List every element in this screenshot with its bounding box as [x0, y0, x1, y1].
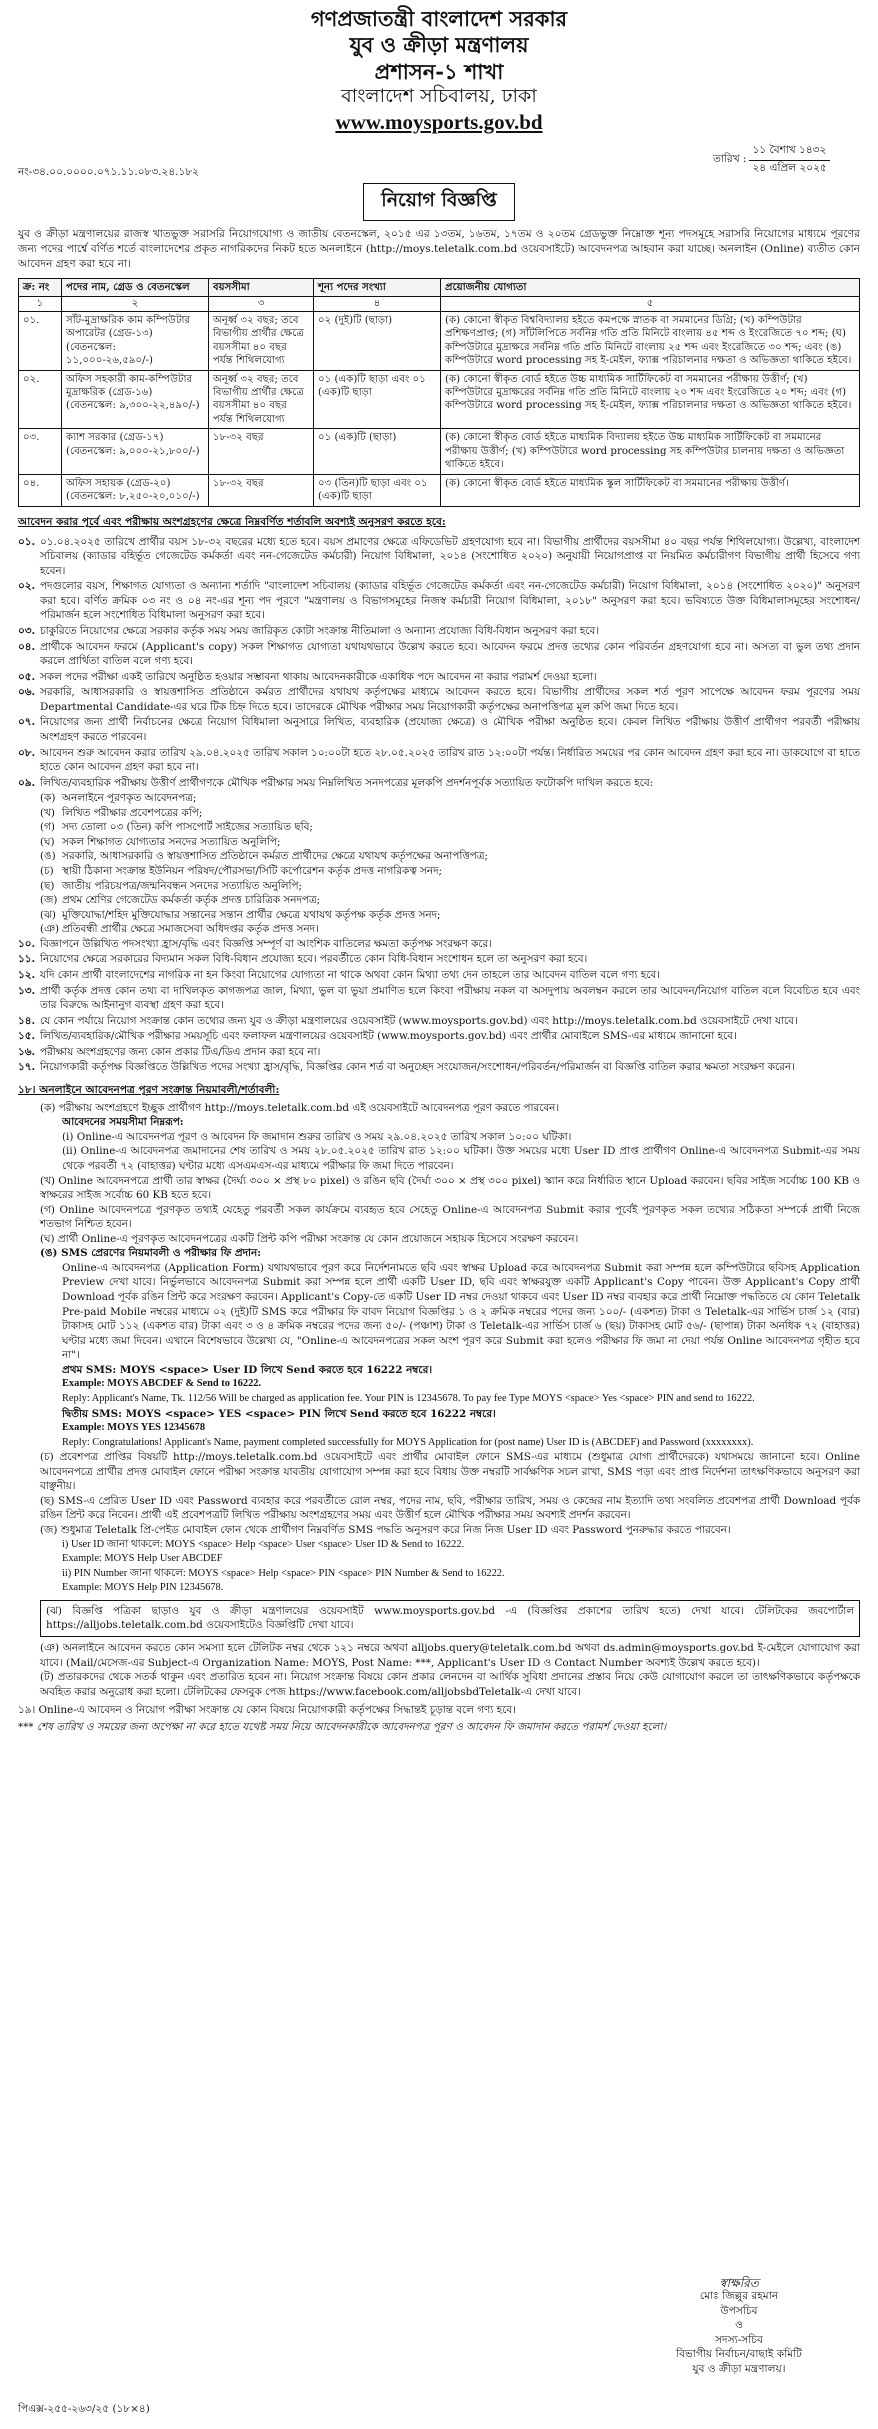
signatory-designation: উপসচিব	[720, 2304, 758, 2317]
print-code: পিএক্স-২৫৫-২৬৩/২৫ (১৮×৪)	[18, 2403, 150, 2415]
list-item	[18, 1045, 860, 1060]
sub-item-number: (ক)	[40, 792, 56, 805]
item-text: নিয়োগের ক্ষেত্রে সরকারের বিদ্যমান সকল বিধি-বিধান প্রযোজ্য হবে। পরবর্তীতে কোন বিধি-বিধান সংশোধন হলে তা অনুসরণ করা হবে।	[40, 953, 588, 966]
recover-pin: ii) PIN Number জানা থাকলে: MOYS <space> Help <space> PIN <space> PIN Number & Send to 16222.	[62, 1567, 505, 1579]
list-item	[18, 952, 860, 967]
item-text: পরীক্ষায় অংশগ্রহণের জন্য কোন প্রকার টিএ/ডিএ প্রদান করা হবে না।	[40, 1045, 321, 1058]
sms-instructions: Online-এ আবেদনপত্র (Application Form) যথাযথভাবে পূরণ করে নির্দেশনামতে ছবি এবং স্বাক্ষর Upload করে আবেদনপত্র Submit করা সম্পন্ন হলে কম্পিউটারে ছবিসহ Application Preview দেখা যাবে। নির্ভুলভাবে আবেদনপত্র Submit করা সম্পন্ন হলে প্রার্থী একটি User ID, ছবি এবং স্বাক্ষরযুক্ত একটি Applicant's Copy পাবেন। উক্ত Applicant's Copy প্রার্থী Download পূর্বক রঙিন প্রিন্ট করে সংরক্ষণ করবেন। Applicant's Copy-তে একটি User ID নম্বর দেওয়া থাকবে এবং User ID নম্বর ব্যবহার করে প্রার্থী নিম্নোক্ত পদ্ধতিতে যে কোন Teletalk Pre-paid Mobile নম্বরের মাধ্যমে ০২ (দুই)টি SMS করে পরীক্ষার ফি বাবদ নিয়োগ বিজ্ঞপ্তির ১ ও ২ ক্রমিক নম্বরের পদের জন্য ১০০/- (একশত) টাকা ও Teletalk-এর সার্ভিস চার্জ ১২ (বার) টাকাসহ মোট ১১২ (একশত বার) টাকা এবং ৩ ও ৪ ক্রমিক নম্বরের পদের জন্য ৫০/- (পঞ্চাশ) টাকা ও Teletalk-এর সার্ভিস চার্জ ৬ (ছয়) টাকাসহ মোট ৫৬/- (ছাপান্ন) টাকা অনধিক ৭২ (বাহাত্তর) ঘণ্টার মধ্যে জমা দিবেন। এখানে বিশেষভাবে উল্লেখ্য যে, "Online-এ আবেদনপত্রের সকল অংশ পূরণ করে Submit করা হলেও পরীক্ষার ফি জমা না দেয়া পর্যন্ত Online আবেদনপত্র গৃহীত হবে না"।	[62, 1261, 860, 1362]
item-number: ০৪.	[18, 640, 36, 653]
item-text: যে কোন পর্যায়ে নিয়োগ সংক্রান্ত কোন তথ্যের জন্য যুব ও ক্রীড়া মন্ত্রণালয়ের ওয়েবসাইট (www.moysports.gov.bd) এবং http://moys.teletalk.com.bd ওয়েবসাইটে দেখা যাবে।	[40, 1014, 798, 1027]
cell-sl: ০৪.	[19, 474, 62, 506]
item-number: ১৫.	[18, 1030, 36, 1043]
item-text: সরকারি, আধাসরকারি ও স্বায়ত্তশাসিত প্রতিষ্ঠানে কর্মরত প্রার্থীদের যথাযথ কর্তৃপক্ষের মাধ্যমে আবেদন করতে হবে। বিভাগীয় প্রার্থীদের সকল শর্ত পূরণ সাপেক্ষে আবেদন ফরম পূরণের সময় Departmental Candidate-এর ঘরে টিক চিহ্ন দিতে হবে। তাদেরকে মৌখিক পরীক্ষার সময় নিয়োগকারী কর্তৃপক্ষের অনাপত্তিপত্র মূল কপি জমা দিতে হবে।	[40, 686, 860, 713]
sub-item-text: মুক্তিযোদ্ধা/শহিদ মুক্তিযোদ্ধার সন্তানের সন্তান প্রার্থীর ক্ষেত্রে যথাযথ কর্তৃপক্ষ কর্তৃক প্রদত্ত সনদ;	[62, 908, 441, 921]
item-text: যদি কোন প্রার্থী বাংলাদেশের নাগরিক না হন কিংবা নিয়োগের যোগ্যতা না থাকে অথবা কোন মিথ্যা তথ্য দেন তাহলে তার আবেদন বাতিল বলে গণ্য হবে।	[40, 968, 660, 981]
first-sms-reply: Reply: Applicant's Name, Tk. 112/56 Will be charged as application fee. Your PIN is 12345678. To pay fee Type MOYS <space> Yes <space> PIN and send to 16222.	[62, 1392, 755, 1404]
advisory-note: *** শেষ তারিখ ও সময়ের জন্য অপেক্ষা না করে হাতে যথেষ্ট সময় নিয়ে আবেদনকারীকে আবেদনপত্র পূরণ ও আবেদন ফি জমাদান করতে পরামর্শ দেওয়া হলো।	[18, 1720, 667, 1733]
item-number: ০৯.	[18, 776, 36, 789]
memo-number: নং-৩৪.০০.০০০০.০৭১.১১.০৮৩.২৪.১৮২	[18, 165, 199, 178]
list-item	[18, 715, 860, 744]
sub-item	[18, 864, 860, 879]
conditions-list	[18, 535, 860, 1075]
item-text: সকল পদের পরীক্ষা একই তারিখে অনুষ্ঠিত হওয়ার সম্ভাবনা থাকায় আবেদনকারীকে একাধিক পদে আবেদন না করার পরামর্শ দেওয়া হলো।	[40, 670, 597, 683]
sub-item	[18, 849, 860, 864]
cell-sl: ০১.	[19, 311, 62, 370]
second-sms-example: Example: MOYS YES 12345678	[62, 1422, 206, 1434]
conditions-heading: আবেদন করার পূর্বে এবং পরীক্ষায় অংশগ্রহণের ক্ষেত্রে নিম্নবর্ণিত শর্তাবলি অবশ্যই অনুসরণ করতে হবে:	[18, 515, 446, 528]
cell-post: ক্যাশ সরকার (গ্রেড-১৭) (বেতনস্কেল: ৯,০০০-২১,৮০০/-)	[62, 429, 209, 474]
sub-item-number: (ছ)	[40, 879, 55, 892]
office-address: বাংলাদেশ সচিবালয়, ঢাকা	[341, 84, 537, 107]
item-text: চাকুরিতে নিয়োগের ক্ষেত্রে সরকার কর্তৃক সময় সময় জারিকৃত কোটা সংক্রান্ত নীতিমালা ও অন্যান্য প্রযোজ্য বিধি-বিধান অনুসরণ করা হবে।	[40, 625, 600, 638]
item-number: ১৩.	[18, 984, 36, 997]
item-text: বিজ্ঞাপনে উল্লিখিত পদসংখ্যা হ্রাস/বৃদ্ধি এবং বিজ্ঞপ্তি সম্পূর্ণ বা আংশিক বাতিলের ক্ষমতা কর্তৃপক্ষ সংরক্ষণ করে।	[40, 937, 492, 950]
sub-item-number: (ঝ)	[40, 908, 56, 921]
ministry-name: যুব ও ক্রীড়া মন্ত্রণালয়	[349, 32, 529, 58]
signatory-name: মোঃ জিল্লুর রহমান	[699, 2290, 779, 2302]
date-block	[710, 143, 860, 178]
col-index: ৫	[441, 297, 860, 311]
item-number: ০৮.	[18, 746, 36, 759]
sub-item	[18, 922, 860, 937]
date-english: ২৪ এপ্রিল ২০২৫	[752, 161, 827, 174]
cell-qualification: (ক) কোনো স্বীকৃত বোর্ড হইতে উচ্চ মাধ্যমিক সার্টিফিকেট বা সমমানের পরীক্ষায় উত্তীর্ণ; (খ) কম্পিউটারে মুদ্রাক্ষরের সর্বনিম্ন গতি প্রতি মিনিটে বাংলায় ২০ শব্দ এবং ইংরেজিতে ২০ শব্দ; এবং (গ) কম্পিউটারে word processing সহ ই-মেইল, ফ্যাক্স পরিচালনার দক্ষতা ও অভিজ্ঞতা থাকিতে হইবে।	[441, 370, 860, 429]
cell-age: অনূর্ধ্ব ৩২ বছর; তবে বিভাগীয় প্রার্থীর ক্ষেত্রে বয়সসীমা ৪০ বছর পর্যন্ত শিথিলযোগ্য	[209, 370, 314, 429]
sub-item-text: অনলাইনে পূরণকৃত আবেদনপত্র;	[62, 792, 197, 805]
notice-box: (ঝ) বিজ্ঞপ্তি পত্রিকা ছাড়াও যুব ও ক্রীড়া মন্ত্রণালয়ের ওয়েবসাইট www.moysports.gov.bd -এ (বিজ্ঞপ্তির প্রকাশের তারিখ হতে) দেখা যাবে। টেলিটকের জবপোর্টাল https://alljobs.teletalk.com.bd ওয়েবসাইটেও বিজ্ঞপ্তিটি দেখা যাবে।	[40, 1600, 860, 1637]
online-item: (গ) Online আবেদনপত্রে পূরণকৃত তথ্যই যেহেতু পরবর্তী সকল কার্যক্রমে ব্যবহৃত হবে সেহেতু Online-এ আবেদনপত্র Submit করার পূর্বেই পূরণকৃত সকল তথ্যের সঠিকতা সম্পর্কে প্রার্থী নিজে শতভাগ নিশ্চিত হবেন।	[40, 1203, 860, 1231]
second-sms: দ্বিতীয় SMS: MOYS <space> YES <space> PIN লিখে Send করতে হবে 16222 নম্বরে।	[62, 1407, 496, 1420]
online-item: (ঞ) অনলাইনে আবেদন করতে কোন সমস্যা হলে টেলিটক নম্বর থেকে ১২১ নম্বরে অথবা alljobs.query@teletalk.com.bd অথবা ds.admin@moysports.gov.bd ই-মেইলে যোগাযোগ করা যাবে। (Mail/মেসেজ-এর Subject-এ Organization Name: MOYS, Post Name: ***, Applicant's User ID ও Contact Number অবশ্যই উল্লেখ করতে হবে)।	[40, 1641, 860, 1669]
recover-pin-example: Example: MOYS Help PIN 12345678.	[62, 1582, 224, 1594]
col-index: ৪	[314, 297, 441, 311]
first-sms-example: Example: MOYS ABCDEF & Send to 16222.	[62, 1378, 262, 1390]
cell-post: অফিস সহকারী কাম-কম্পিউটার মুদ্রাক্ষরিক (গ্রেড-১৬) (বেতনস্কেল: ৯,৩০০-২২,৪৯০/-)	[62, 370, 209, 429]
sub-item-text: লিখিত পরীক্ষার প্রবেশপত্রের কপি;	[62, 806, 203, 819]
item-number: ০৩.	[18, 625, 36, 638]
item-text: প্রার্থী কর্তৃক প্রদত্ত কোন তথ্য বা দাখিলকৃত কাগজপত্র জাল, মিথ্যা, ভুল বা ভুয়া প্রমাণিত হলে কিংবা পরীক্ষায় নকল বা অসদুপায় অবলম্বন করলে তার আবেদন/নিয়োগ বাতিল বলে বিবেচিত হবে এবং তার বিরুদ্ধে আইনানুগ ব্যবস্থা গ্রহণ করা হবে।	[40, 984, 860, 1012]
list-item	[18, 1060, 860, 1075]
sub-item	[18, 893, 860, 908]
online-item: (খ) Online আবেদনপত্রে প্রার্থী তার স্বাক্ষর (দৈর্ঘ্য ৩০০ × প্রস্থ ৮০ pixel) ও রঙিন ছবি (দৈর্ঘ্য ৩০০ × প্রস্থ ৩০০ pixel) স্ক্যান করে নির্ধারিত স্থানে Upload করবেন। ছবির সাইজ সর্বোচ্চ 100 KB ও স্বাক্ষরের সাইজ সর্বোচ্চ 60 KB হতে হবে।	[40, 1174, 860, 1202]
online-item: (ক) পরীক্ষায় অংশগ্রহণে ইচ্ছুক প্রার্থীগণ http://moys.teletalk.com.bd এই ওয়েবসাইটে আবেদনপত্র পূরণ করতে পারবেন।	[40, 1101, 560, 1114]
item-text: ০১.০৪.২০২৫ তারিখে প্রার্থীর বয়স ১৮-৩২ বছরের মধ্যে হতে হবে। বয়স প্রমাণের ক্ষেত্রে এফিডেভিট গ্রহণযোগ্য হবে না। বিভাগীয় প্রার্থীদের বয়সসীমা ৪০ বছর পর্যন্ত শিথিলযোগ্য। উল্লেখ্য, বাংলাদেশ সচিবালয় (ক্যাডার বহির্ভূত গেজেটেড কর্মকর্তা এবং নন-গেজেটেড কর্মচারী) নিয়োগ বিধিমালা, ২০১৪ (সংশোধিত ২০২০) অনুযায়ী নিয়োগপ্রাপ্ত বা নিয়মিত কর্মচারীগণ বিভাগীয় প্রার্থী হিসেবে গণ্য হবেন।	[40, 535, 860, 577]
item-number: ০১.	[18, 535, 36, 548]
item-number: ০৭.	[18, 716, 36, 729]
item-number: ১৭.	[18, 1061, 36, 1074]
list-item	[18, 776, 860, 791]
item-text: প্রার্থীকে আবেদন ফরমে (Applicant's copy) সকল শিক্ষাগত যোগ্যতা যথাযথভাবে উল্লেখ করতে হবে। আবেদন ফরমে প্রদত্ত তথ্যের কোন পরিবর্তন গ্রহণযোগ্য হবে না। অসত্য বা ভুল তথ্য প্রদান করলে প্রার্থিতা বাতিল বলে গণ্য হবে।	[40, 640, 860, 668]
online-item: (ছ) SMS-এ প্রেরিত User ID এবং Password ব্যবহার করে পরবর্তীতে রোল নম্বর, পদের নাম, ছবি, পরীক্ষার তারিখ, সময় ও কেন্দ্রের নাম ইত্যাদি তথ্য সংবলিত প্রবেশপত্র প্রার্থী Download পূর্বক রঙিন প্রিন্ট করে নিবেন। প্রার্থী এই প্রবেশপত্রটি লিখিত পরীক্ষায় অংশগ্রহণের সময় এবং উত্তীর্ণ হলে মৌখিক পরীক্ষার সময় অবশ্যই প্রদর্শন করবেন।	[40, 1494, 860, 1522]
section-name: প্রশাসন-১ শাখা	[374, 58, 504, 84]
col-index: ১	[19, 297, 62, 311]
cell-age: ১৮-৩২ বছর	[209, 429, 314, 474]
list-item	[18, 968, 860, 983]
item-number: ১২.	[18, 968, 36, 981]
cell-age: ১৮-৩২ বছর	[209, 474, 314, 506]
item-number: ১৪.	[18, 1014, 36, 1027]
recover-user-id-example: Example: MOYS Help User ABCDEF	[62, 1553, 223, 1565]
cell-qualification: (ক) কোনো স্বীকৃত বোর্ড হইতে মাধ্যমিক বিদ্যালয় হইতে উচ্চ মাধ্যমিক সার্টিফিকেট বা সমমানের পরীক্ষায় উত্তীর্ণ; (খ) কম্পিউটারে word processing সহ কম্পিউটার চালনায় দক্ষতা ও অভিজ্ঞতা থাকিতে হইবে।	[441, 429, 860, 474]
col-index: ২	[62, 297, 209, 311]
item-number: ০২.	[18, 580, 36, 593]
table-row	[19, 370, 860, 429]
online-item: (জ) শুধুমাত্র Teletalk প্রি-পেইড মোবাইল ফোন থেকে প্রার্থীগণ নিম্নবর্ণিত SMS পদ্ধতি অনুসরণ করে নিজ নিজ User ID এবং Password পুনরুদ্ধার করতে পারবেন।	[40, 1524, 731, 1537]
item-number: ১৬.	[18, 1045, 36, 1058]
sub-item-number: (ঘ)	[40, 835, 55, 848]
notice-title: নিয়োগ বিজ্ঞপ্তি	[363, 183, 515, 221]
cell-vacancy: ০১ (এক)টি (ছাড়া)	[314, 429, 441, 474]
col-header-qualification: প্রয়োজনীয় যোগ্যতা	[441, 278, 860, 296]
signature-block	[624, 2275, 854, 2377]
schedule-start: (i) Online-এ আবেদনপত্র পূরণ ও আবেদন ফি জমাদান শুরুর তারিখ ও সময় ২৯.০৪.২০২৫ তারিখ সকাল ১০:০০ ঘটিকা।	[62, 1130, 572, 1143]
item-text: আবেদন শুরু আবেদন করার তারিখ ২৯.০৪.২০২৫ তারিখ সকাল ১০:০০টা হতে ২৮.০৫.২০২৫ তারিখ রাত ১২:০০টা পর্যন্ত। নির্ধারিত সময়ের পর কোন আবেদন গ্রহণ করা হবে না। ডাকযোগে বা হাতে হাতে কোন আবেদন গ্রহণ করা হবে না।	[40, 746, 860, 774]
sub-item-number: (ঞ)	[40, 923, 60, 936]
item-number: ১০.	[18, 937, 36, 950]
sub-item-text: প্রতিবন্ধী প্রার্থীর ক্ষেত্রে সমাজসেবা অধিদপ্তর কর্তৃক প্রদত্ত সনদ।	[62, 923, 319, 936]
date-label: তারিখ :	[713, 152, 747, 165]
sub-item-text: জাতীয় পরিচয়পত্র/জন্মনিবন্ধন সনদের সত্যায়িত অনুলিপি;	[62, 879, 303, 892]
signatory-designation: সদস্য-সচিব	[715, 2333, 763, 2346]
list-item	[18, 984, 860, 1013]
cell-sl: ০৩.	[19, 429, 62, 474]
sms-title: (ঙ) SMS প্রেরণের নিয়মাবলী ও পরীক্ষার ফি প্রদান:	[40, 1247, 262, 1260]
sub-item-number: (ঙ)	[40, 850, 56, 863]
letterhead	[18, 6, 860, 135]
sub-item-text: সকল শিক্ষাগত যোগ্যতার সনদের সত্যায়িত অনুলিপি;	[62, 835, 281, 848]
schedule-title: আবেদনের সময়সীমা নিম্নরূপ:	[62, 1116, 184, 1129]
item-number: ০৬.	[18, 686, 36, 699]
cell-sl: ০২.	[19, 370, 62, 429]
signatory-designation: ও	[735, 2319, 743, 2332]
item-number: ১১.	[18, 953, 36, 966]
cell-post: সাঁট-মুদ্রাক্ষরিক কাম কম্পিউটার অপারেটর (গ্রেড-১৩) (বেতনস্কেল: ১১,০০০-২৬,৫৯০/-)	[62, 311, 209, 370]
sub-item	[18, 908, 860, 923]
online-item: (ট) প্রতারকদের থেকে সতর্ক থাকুন এবং প্রতারিত হবেন না। নিয়োগ সংক্রান্ত বিষয়ে কোন প্রকার লেনদেন বা আর্থিক সুবিধা প্রদানের প্রস্তাব নিয়ে কেউ যোগাযোগ করলে তা তাৎক্ষণিকভাবে কর্তৃপক্ষকে অবহিত করার অনুরোধ করা হলো। টেলিটকের ফেসবুক পেজ https://www.facebook.com/alljobsbdTeletalk-এ দেখা যাবে।	[40, 1671, 860, 1698]
sub-item-text: সরকারি, আধাসরকারি ও স্বায়ত্তশাসিত প্রতিষ্ঠানে কর্মরত প্রার্থীদের ক্ষেত্রে যথাযথ কর্তৃপক্ষের অনাপত্তিপত্র;	[62, 850, 488, 863]
col-header-post: পদের নাম, গ্রেড ও বেতনস্কেল	[62, 278, 209, 296]
final-rule: ১৯। Online-এ আবেদন ও নিয়োগ পরীক্ষা সংক্রান্ত যে কোন বিষয়ে নিয়োগকারী কর্তৃপক্ষের সিদ্ধান্তই চূড়ান্ত বলে গণ্য হবে।	[18, 1704, 516, 1717]
online-item: (ঘ) প্রার্থী Online-এ পূরণকৃত আবেদনপত্রের একটি প্রিন্ট কপি পরীক্ষা সংক্রান্ত যে কোন প্রয়োজনে সহায়ক হিসেবে সংরক্ষণ করবেন।	[40, 1232, 579, 1245]
website-link[interactable]: www.moysports.gov.bd	[335, 109, 543, 134]
cell-vacancy: ০২ (দুই)টি (ছাড়া)	[314, 311, 441, 370]
notice-page	[18, 6, 860, 1734]
sub-item-number: (খ)	[40, 806, 55, 819]
sub-item-number: (গ)	[40, 821, 55, 834]
sub-item	[18, 806, 860, 821]
first-sms: প্রথম SMS: MOYS <space> User ID লিখে Send করতে হবে 16222 নম্বরে।	[62, 1363, 433, 1376]
list-item	[18, 685, 860, 714]
list-item	[18, 1014, 860, 1029]
sub-item-number: (চ)	[40, 865, 54, 878]
item-text: পদগুলোর বয়স, শিক্ষাগত যোগ্যতা ও অন্যান্য শর্তাদি "বাংলাদেশ সচিবালয় (ক্যাডার বহির্ভূত গেজেটেড কর্মকর্তা এবং নন-গেজেটেড কর্মচারী) নিয়োগ বিধিমালা, ২০১৪ (সংশোধিত ২০২০)" অনুসরণ করা হবে। বর্ণিত ক্রমিক ০৩ নং ও ০৪ নং-এর শূন্য পদ পূরণে "মন্ত্রণালয় ও বিভাগসমূহের নিজস্ব কর্মচারী নিয়োগ বিধিমালা, ২০১৮" অনুসরণ করা হবে। ভবিষ্যতে উক্ত বিধিমালাসমূহের সংশোধন/পরিমার্জন হলে সংশোধিত বিধিমালা অনুসরণ করা হবে।	[40, 580, 860, 622]
sub-item-text: প্রথম শ্রেণির গেজেটেড কর্মকর্তা কর্তৃক প্রদত্ত চারিত্রিক সনদপত্র;	[62, 894, 321, 907]
list-item	[18, 746, 860, 775]
sub-item	[18, 791, 860, 806]
cell-age: অনূর্ধ্ব ৩২ বছর; তবে বিভাগীয় প্রার্থীর ক্ষেত্রে বয়সসীমা ৪০ বছর পর্যন্ত শিথিলযোগ্য	[209, 311, 314, 370]
list-item	[18, 624, 860, 639]
col-header-vacancy: শূন্য পদের সংখ্যা	[314, 278, 441, 296]
vacancy-table	[18, 278, 860, 507]
sub-item-number: (জ)	[40, 894, 58, 907]
item-text: নিয়োগের জন্য প্রার্থী নির্বাচনের ক্ষেত্রে নিয়োগ বিধিমালা অনুসারে লিখিত, ব্যবহারিক (প্রযোজ্য ক্ষেত্রে) ও মৌখিক পরীক্ষা অনুষ্ঠিত হবে। কেবল লিখিত পরীক্ষায় উত্তীর্ণ প্রার্থীগণ পরবর্তী পরীক্ষায় অংশগ্রহণ করতে পারবেন।	[40, 716, 860, 743]
item-number: ০৫.	[18, 670, 36, 683]
recover-user-id: i) User ID জানা থাকলে: MOYS <space> Help <space> User <space> User ID & Send to 16222.	[62, 1538, 465, 1550]
item-text: লিখিত/ব্যবহারিক/মৌখিক পরীক্ষার সময়সূচি এবং ফলাফল মন্ত্রণালয়ের ওয়েবসাইট (www.moysports.gov.bd) এবং প্রার্থীর মোবাইলে SMS-এর মাধ্যমে জানানো হবে।	[40, 1030, 737, 1043]
second-sms-reply: Reply: Congratulations! Applicant's Name, payment completed successfully for MOYS Application for (post name) User ID is (ABCDEF) and Password (xxxxxxxx).	[62, 1436, 754, 1448]
sub-item-text: সদ্য তোলা ০৩ (তিন) কপি পাসপোর্ট সাইজের সত্যায়িত ছবি;	[62, 821, 313, 834]
sub-item	[18, 820, 860, 835]
sub-item	[18, 879, 860, 894]
list-item	[18, 1029, 860, 1044]
date-bengali: ১১ বৈশাখ ১৪৩২	[749, 143, 829, 161]
list-item	[18, 579, 860, 623]
list-item	[18, 670, 860, 685]
schedule-end: (ii) Online-এ আবেদনপত্র জমাদানের শেষ তারিখ ও সময় ২৮.০৫.২০২৫ তারিখ রাত ১২:০০ ঘটিকা। উক্ত সময়ের মধ্যে User ID প্রাপ্ত প্রার্থীগণ Online-এ আবেদনপত্র Submit-এর সময় থেকে পরবর্তী ৭২ (বাহাত্তর) ঘণ্টার মধ্যে এসএমএস-এর মাধ্যমে পরীক্ষার ফি জমা দিতে পারবেন।	[62, 1145, 860, 1172]
intro-paragraph: যুব ও ক্রীড়া মন্ত্রণালয়ের রাজস্ব খাতভুক্ত সরাসরি নিয়োগযোগ্য ও জাতীয় বেতনস্কেল, ২০১৫ এর ১৩তম, ১৬তম, ১৭তম ও ২০তম গ্রেডভুক্ত নিম্নোক্ত শূন্য পদসমূহে সরাসরি নিয়োগের মাধ্যমে পূরণের জন্য পদের পার্শ্বে বর্ণিত শর্তে বাংলাদেশের প্রকৃত নাগরিকদের নিকট হতে অনলাইনে (http://moys.teletalk.com.bd ওয়েবসাইটে) আবেদনপত্র আহবান করা যাচ্ছে। অনলাইন (Online) ব্যতীত কোন আবেদন গ্রহণ করা হবে না।	[18, 227, 860, 270]
list-item	[18, 937, 860, 952]
cell-qualification: (ক) কোনো স্বীকৃত বিশ্ববিদ্যালয় হইতে কমপক্ষে স্নাতক বা সমমানের ডিগ্রি; (খ) কম্পিউটার প্রশিক্ষণপ্রাপ্ত; (গ) সাঁটলিপিতে সর্বনিম্ন গতি প্রতি মিনিটে বাংলায় ৪৫ শব্দ ও ইংরেজিতে ৭০ শব্দ; (ঘ) কম্পিউটারে মুদ্রাক্ষরে সর্বনিম্ন গতি প্রতি মিনিটে বাংলায় ২৫ শব্দ এবং ইংরেজিতে ৩০ শব্দ; এবং (ঙ) কম্পিউটারে word processing সহ ই-মেইল, ফ্যাক্স পরিচালনার দক্ষতা ও অভিজ্ঞতা থাকিতে হইবে।	[441, 311, 860, 370]
item-text: নিয়োগকারী কর্তৃপক্ষ বিজ্ঞপ্তিতে উল্লিখিত পদের সংখ্যা হ্রাস/বৃদ্ধি, বিজ্ঞপ্তির কোন শর্ত বা অনুচ্ছেদ সংযোজন/সংশোধন/পরিবর্তন/পরিমার্জন বা বিজ্ঞপ্তি বাতিল করার ক্ষমতা সংরক্ষণ করেন।	[40, 1061, 795, 1074]
list-item	[18, 640, 860, 669]
online-item: (চ) প্রবেশপত্র প্রাপ্তির বিষয়টি http://moys.teletalk.com.bd ওয়েবসাইটে এবং প্রার্থীর মোবাইল ফোনে SMS-এর মাধ্যমে (শুধুমাত্র যোগ্য প্রার্থীদেরকে) যথাসময়ে জানানো হবে। Online আবেদনপত্রে প্রার্থীর প্রদত্ত মোবাইল ফোনে পরীক্ষা সংক্রান্ত যাবতীয় যোগাযোগ সম্পন্ন করা হবে বিধায় উক্ত নম্বরটি সার্বক্ষণিক সচল রাখা, SMS পড়া এবং প্রাপ্ত নির্দেশনা তাৎক্ষণিকভাবে অনুসরণ করা বাঞ্ছনীয়।	[40, 1451, 860, 1493]
govt-name: গণপ্রজাতন্ত্রী বাংলাদেশ সরকার	[310, 6, 568, 31]
col-index: ৩	[209, 297, 314, 311]
online-application-section	[18, 1083, 860, 1699]
signatory-designation: বিভাগীয় নির্বাচন/বাছাই কমিটি	[676, 2348, 802, 2361]
cell-vacancy: ০১ (এক)টি ছাড়া এবং ০১ (এক)টি ছাড়া	[314, 370, 441, 429]
sub-item-text: স্থায়ী ঠিকানা সংক্রান্ত ইউনিয়ন পরিষদ/পৌরসভা/সিটি কর্পোরেশন কর্তৃক প্রদত্ত নাগরিকত্ব সনদ;	[62, 865, 443, 878]
signature: স্বাক্ষরিত	[719, 2276, 759, 2290]
table-row	[19, 311, 860, 370]
item-text: লিখিত/ব্যবহারিক পরীক্ষায় উত্তীর্ণ প্রার্থীগণকে মৌখিক পরীক্ষার সময় নিম্নলিখিত সনদপত্রের মূলকপি প্রদর্শনপূর্বক সত্যায়িত ফটোকপি দাখিল করতে হবে:	[40, 776, 654, 789]
reference-line	[18, 143, 860, 187]
table-row	[19, 474, 860, 506]
cell-vacancy: ০৩ (তিন)টি ছাড়া এবং ০১ (এক)টি ছাড়া	[314, 474, 441, 506]
col-header-sl: ক্র: নং	[19, 278, 62, 296]
list-item	[18, 535, 860, 579]
cell-qualification: (ক) কোনো স্বীকৃত বোর্ড হইতে মাধ্যমিক স্কুল সার্টিফিকেট বা সমমানের পরীক্ষায় উত্তীর্ণ।	[441, 474, 860, 506]
signatory-designation: যুব ও ক্রীড়া মন্ত্রণালয়।	[692, 2363, 786, 2376]
online-heading: ১৮। অনলাইনে আবেদনপত্র পূরণ সংক্রান্ত নিয়মাবলী/শর্তাবলী:	[18, 1083, 280, 1096]
sub-item	[18, 835, 860, 850]
col-header-age: বয়সসীমা	[209, 278, 314, 296]
table-row	[19, 429, 860, 474]
cell-post: অফিস সহায়ক (গ্রেড-২০) (বেতনস্কেল: ৮,২৫০-২০,০১০/-)	[62, 474, 209, 506]
